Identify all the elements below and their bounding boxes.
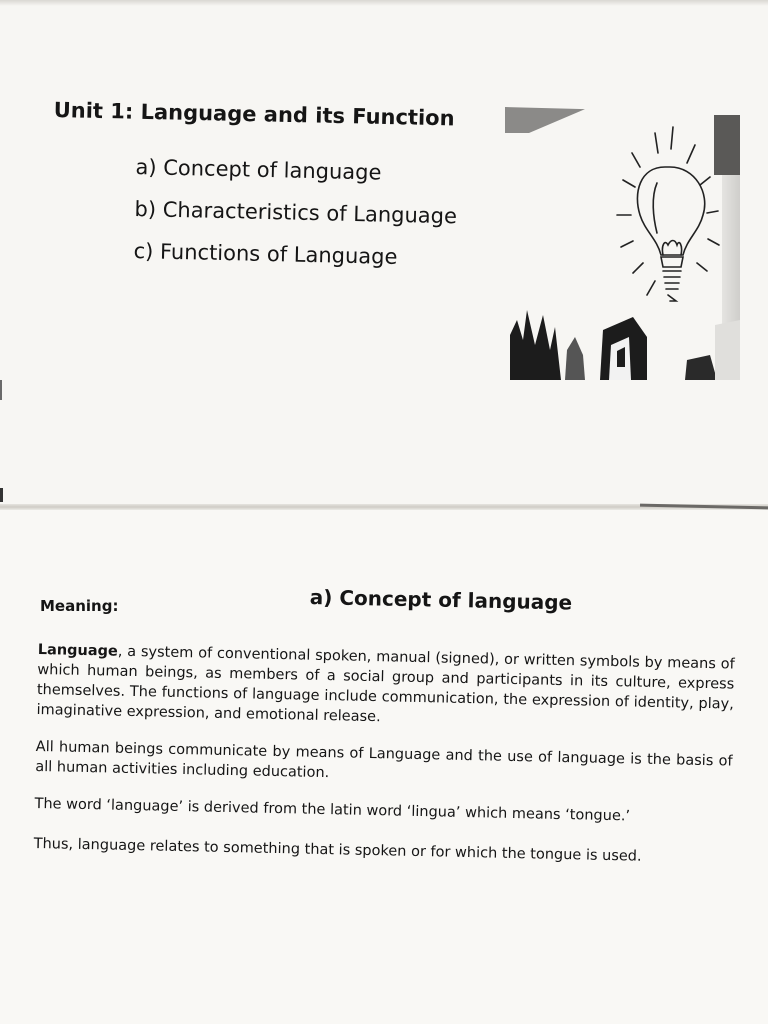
paragraph-communication: All human beings communicate by means of Language and the use of language is the basis of all human activities including education.	[35, 738, 733, 782]
defined-term: Language	[37, 641, 119, 660]
page-edge-mark	[0, 380, 2, 400]
meaning-label: Meaning:	[40, 597, 119, 615]
paragraph-etymology: The word ‘language’ is derived from the latin word ‘lingua’ which means ‘tongue.’	[34, 795, 631, 825]
paragraph-definition	[36, 640, 735, 735]
topic-item: a) Concept of language	[135, 154, 382, 185]
section-title: a) Concept of language	[309, 585, 573, 615]
page-edge-shadow	[0, 0, 768, 6]
topic-item: b) Characteristics of Language	[134, 196, 458, 229]
page-edge-mark	[0, 488, 3, 502]
body-text	[33, 640, 735, 889]
definition-text: , a system of conventional spoken, manual (signed), or written symbols by means of which human beings, as members of a social group and participants in its culture, express themselves. The functions of language include communication, the expression of identity, play, imaginative expression, and emotional release.	[36, 643, 735, 726]
topic-item: c) Functions of Language	[133, 238, 398, 269]
unit-title: Unit 1: Language and its Function	[53, 98, 455, 131]
lightbulb-illustration	[505, 105, 740, 380]
slide-1	[0, 0, 768, 505]
topic-list	[133, 146, 458, 279]
paragraph-conclusion: Thus, language relates to something that is spoken or for which the tongue is used.	[33, 835, 642, 865]
lightbulb-icon	[505, 105, 740, 380]
